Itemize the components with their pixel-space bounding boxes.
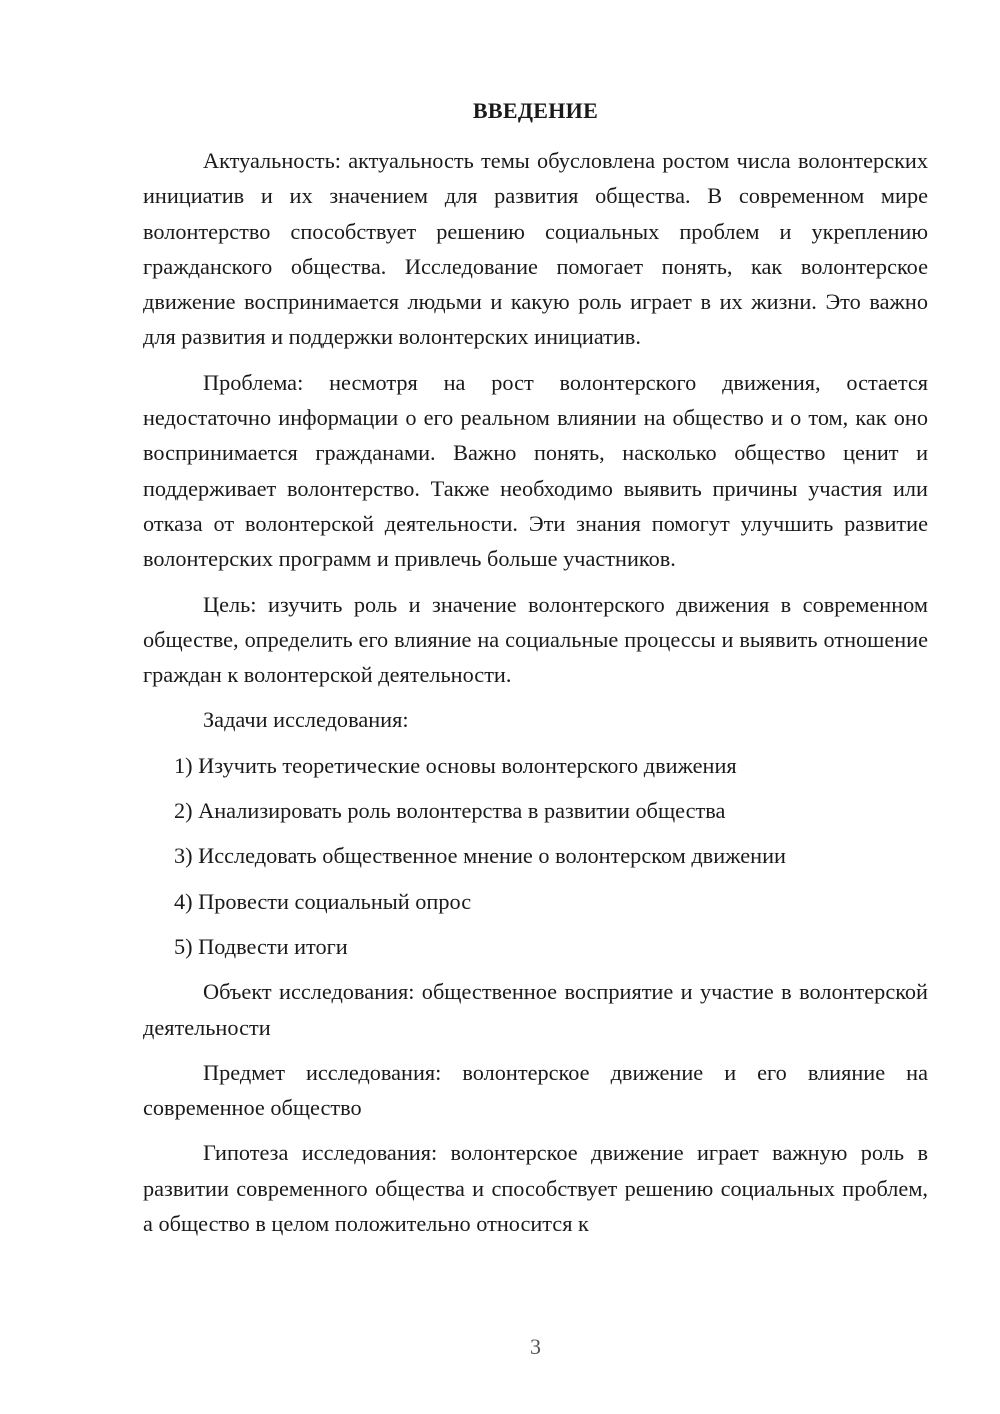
hypothesis-paragraph: Гипотеза исследования: волонтерское движение играет важную роль в развитии современного общества и способствует решению социальных проблем, а общество в целом положительно относится к [143,1140,928,1237]
document-body [143,143,928,1241]
section-title: ВВЕДЕНИЕ [472,98,599,123]
object-paragraph: Объект исследования: общественное восприятие и участие в волонтерской деятельности [143,979,928,1040]
list-item: 1) Изучить теоретические основы волонтерского движения [174,752,737,778]
page-number: 3 [530,1334,541,1359]
problem-paragraph: Проблема: несмотря на рост волонтерского движения, остается недостаточно информации о его реальном влиянии на общество и о том, как оно воспринимается гражданами. Важно понять, насколько общество ценит и поддерживает волонтерство. Также необходимо выявить причины участия или отказа от волонтерской деятельности. Эти знания помогут улучшить развитие волонтерских программ и привлечь больше участников. [143,369,928,572]
list-item: 3) Исследовать общественное мнение о волонтерском движении [174,843,786,869]
goal-paragraph: Цель: изучить роль и значение волонтерского движения в современном обществе, определить его влияние на социальные процессы и выявить отношение граждан к волонтерской деятельности. [143,591,928,688]
list-item: 4) Провести социальный опрос [174,888,472,914]
subject-paragraph: Предмет исследования: волонтерское движение и его влияние на современное общество [143,1059,928,1121]
tasks-heading: Задачи исследования: [203,707,409,733]
tasks-list [143,748,928,964]
list-item: 5) Подвести итоги [174,933,348,959]
relevance-paragraph: Актуальность: актуальность темы обусловлена ростом числа волонтерских инициатив и их значением для развития общества. В современном мире волонтерство способствует решению социальных проблем и укреплению гражданского общества. Исследование помогает понять, как волонтерское движение воспринимается людьми и какую роль играет в их жизни. Это важно для развития и поддержки волонтерских инициатив. [143,148,928,350]
list-item: 2) Анализировать роль волонтерства в развитии общества [174,798,726,824]
document-page [143,0,928,1414]
